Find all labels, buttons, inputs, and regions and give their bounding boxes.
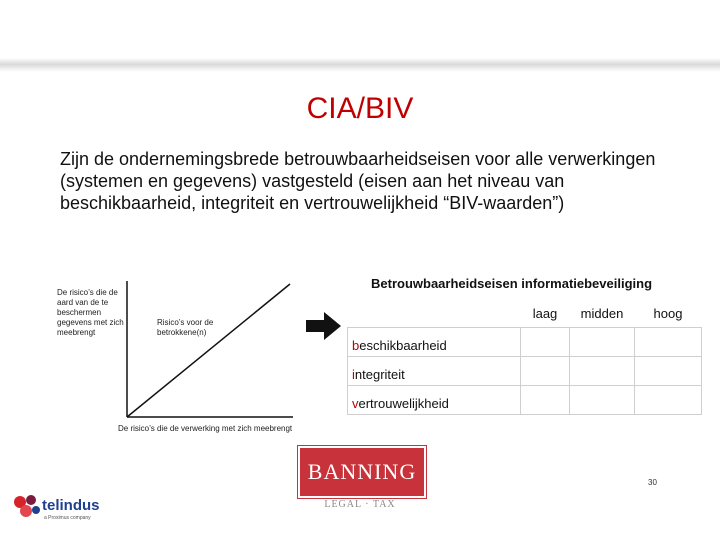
table-cell xyxy=(570,386,635,415)
row-label-initial: v xyxy=(352,396,359,411)
table-row xyxy=(348,328,702,357)
row-label-rest: ntegriteit xyxy=(354,367,405,382)
header-empty-cell xyxy=(348,299,521,328)
table-cell xyxy=(570,328,635,357)
legal-tax-text: LEGAL · TAX xyxy=(324,499,396,510)
slide-body-text: Zijn de ondernemingsbrede betrouwbaarheidseisen voor alle verwerkingen (systemen en gegevens) vastgesteld (eisen aan het niveau van beschikbaarheid, integriteit en vertrouwelijkheid “BIV-waarden”) xyxy=(60,149,656,213)
header-cell xyxy=(635,299,702,328)
row-label-initial: i xyxy=(352,367,355,382)
table-row xyxy=(348,357,702,386)
row-label-cell xyxy=(348,357,521,386)
page-number: 30 xyxy=(648,478,657,487)
table-cell xyxy=(570,357,635,386)
table-cell xyxy=(635,386,702,415)
header-cell xyxy=(521,299,570,328)
banning-logo: BANNING xyxy=(298,446,426,498)
row-label-initial: b xyxy=(352,338,360,353)
right-arrow-icon xyxy=(306,312,342,340)
header-midden: midden xyxy=(580,305,624,321)
table-title: Betrouwbaarheidseisen informatiebeveiliging xyxy=(371,276,653,291)
row-label-cell xyxy=(348,328,521,357)
table-cell xyxy=(635,328,702,357)
requirements-table xyxy=(347,299,702,415)
header-laag: laag xyxy=(532,305,558,321)
telindus-tagline: a Proximus company xyxy=(44,515,91,521)
diagonal-line xyxy=(127,284,290,417)
row-label-rest: ertrouwelijkheid xyxy=(358,396,449,411)
y-axis-label: De risico’s die de aard van de te beschermen gegevens met zich meebrengt xyxy=(57,288,124,337)
row-label-rest: eschikbaarheid xyxy=(359,338,447,353)
slide-title: CIA/BIV xyxy=(306,92,414,125)
header-cell xyxy=(570,299,635,328)
table-row xyxy=(348,386,702,415)
table-cell xyxy=(521,328,570,357)
telindus-logo-text: telindus xyxy=(42,497,100,514)
diagonal-label: Risico’s voor de betrokkene(n) xyxy=(157,318,214,337)
table-cell xyxy=(521,386,570,415)
row-label-cell xyxy=(348,386,521,415)
table-cell xyxy=(521,357,570,386)
x-axis-label: De risico’s die de verwerking met zich meebrengt xyxy=(118,424,293,433)
telindus-logo-icon xyxy=(10,490,44,524)
table-header-row xyxy=(348,299,702,328)
header-hoog: hoog xyxy=(653,305,683,321)
table-cell xyxy=(635,357,702,386)
